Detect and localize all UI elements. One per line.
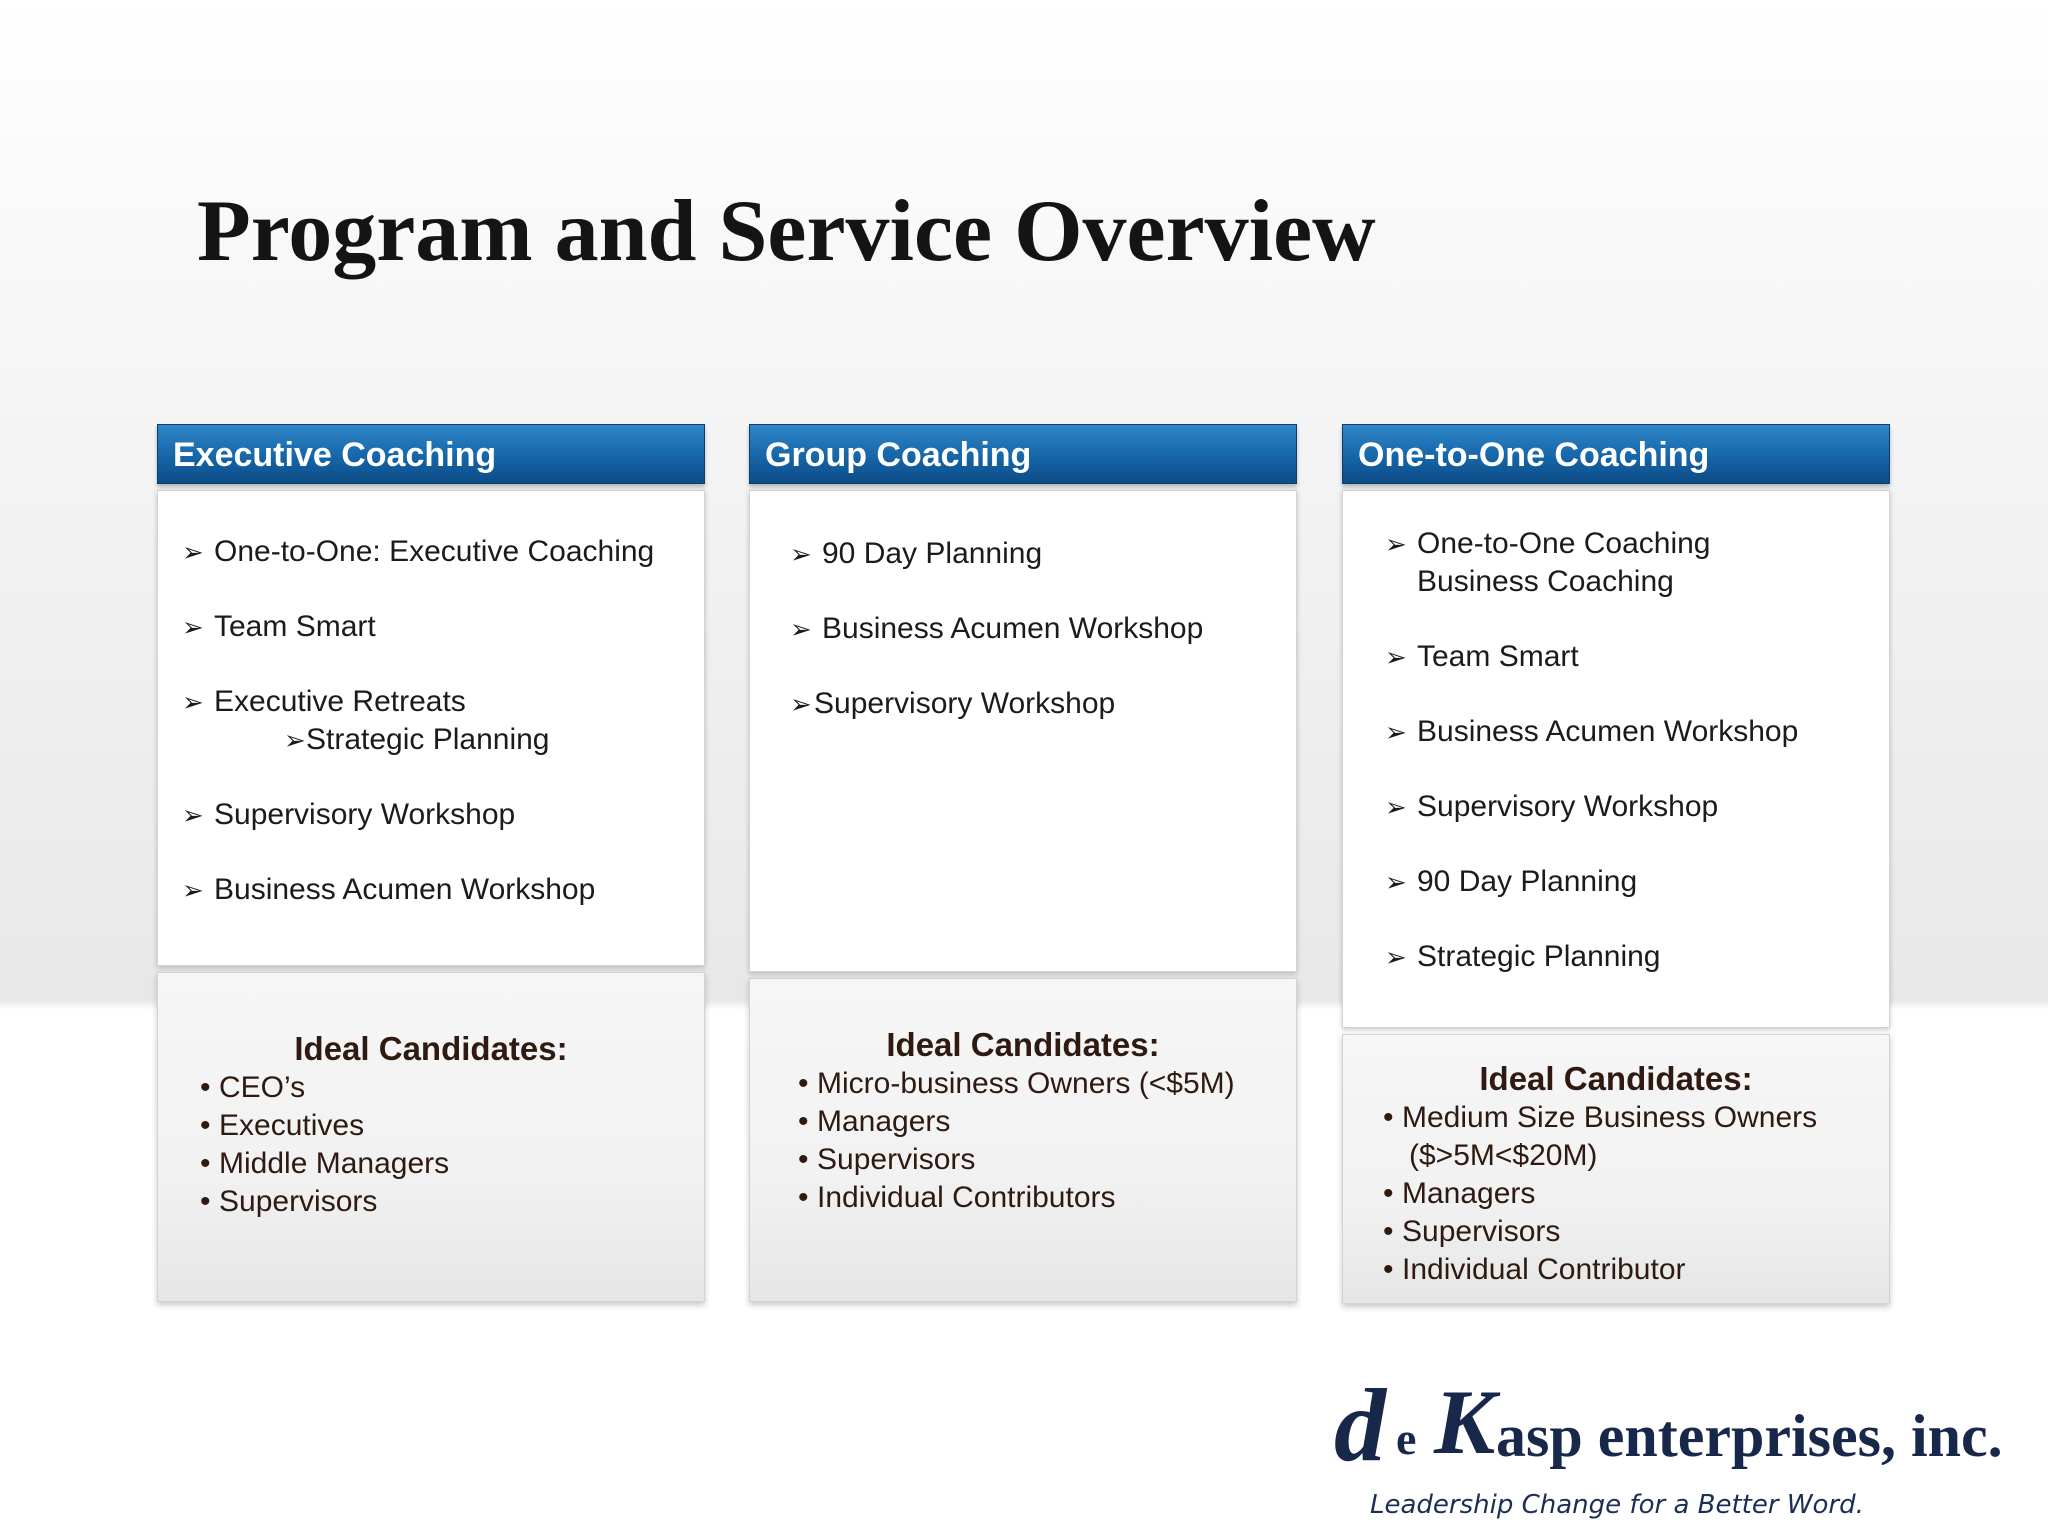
candidate-item: • Supervisors: [1383, 1213, 1560, 1251]
arrow-bullet-icon: ➢: [182, 875, 204, 905]
round-bullet-icon: •: [798, 1181, 809, 1214]
company-logo: [1330, 1362, 2048, 1536]
candidate-item: • Micro-business Owners (<$5M): [798, 1065, 1235, 1103]
round-bullet-icon: •: [1383, 1101, 1394, 1134]
column-header: Executive Coaching: [157, 424, 705, 484]
logo-letter-e: e: [1396, 1413, 1417, 1464]
column-one-to-one-coaching: [1342, 424, 1890, 1304]
candidate-item: • Medium Size Business Owners: [1383, 1099, 1817, 1137]
services-panel: [749, 490, 1297, 972]
candidate-item: • Executives: [200, 1107, 364, 1145]
list-item: ➢ Supervisory Workshop: [1385, 788, 1718, 826]
list-item: ➢ Business Acumen Workshop: [1385, 713, 1798, 751]
arrow-bullet-icon: ➢: [182, 800, 204, 830]
ideal-candidates-panel: [749, 978, 1297, 1302]
arrow-bullet-icon: ➢: [1385, 792, 1407, 822]
round-bullet-icon: •: [200, 1071, 211, 1104]
list-item: ➢Supervisory Workshop: [790, 685, 1115, 723]
services-panel: [157, 490, 705, 966]
list-subitem: ➢Strategic Planning: [284, 721, 550, 759]
ideal-candidates-title: Ideal Candidates:: [1479, 1060, 1753, 1097]
list-item: ➢ Team Smart: [182, 608, 376, 646]
arrow-bullet-icon: ➢: [1385, 867, 1407, 897]
round-bullet-icon: •: [200, 1185, 211, 1218]
arrow-bullet-icon: ➢: [1385, 942, 1407, 972]
ideal-candidates-title: Ideal Candidates:: [886, 1026, 1160, 1063]
list-item: ➢ Supervisory Workshop: [182, 796, 515, 834]
round-bullet-icon: •: [1383, 1253, 1394, 1286]
candidate-item: • Middle Managers: [200, 1145, 449, 1183]
list-item: ➢ One-to-One: Executive Coaching: [182, 533, 654, 571]
round-bullet-icon: •: [798, 1143, 809, 1176]
ideal-candidates-title: Ideal Candidates:: [294, 1030, 568, 1067]
arrow-bullet-icon: ➢: [1385, 529, 1407, 559]
list-item: ➢ Business Acumen Workshop: [182, 871, 595, 909]
list-item: ➢ Executive Retreats: [182, 683, 466, 721]
arrow-bullet-icon: ➢: [1385, 717, 1407, 747]
round-bullet-icon: •: [1383, 1177, 1394, 1210]
candidate-item: • Supervisors: [200, 1183, 377, 1221]
column-header: Group Coaching: [749, 424, 1297, 484]
logo-tagline: Leadership Change for a Better Word.: [1370, 1490, 1864, 1520]
round-bullet-icon: •: [200, 1147, 211, 1180]
services-panel: [1342, 490, 1890, 1028]
arrow-bullet-icon: ➢: [790, 689, 812, 719]
round-bullet-icon: •: [798, 1105, 809, 1138]
arrow-bullet-icon: ➢: [284, 725, 306, 755]
candidate-item: • Individual Contributors: [798, 1179, 1116, 1217]
list-item: ➢ 90 Day Planning: [790, 535, 1042, 573]
candidate-item: • Individual Contributor: [1383, 1251, 1686, 1289]
list-item: ➢ Team Smart: [1385, 638, 1579, 676]
candidate-item: • Managers: [798, 1103, 950, 1141]
ideal-candidates-panel: [1342, 1034, 1890, 1304]
candidate-item-continuation: ($>5M<$20M): [1409, 1139, 1598, 1172]
candidate-item: • Managers: [1383, 1175, 1535, 1213]
logo-wordmark: asp enterprises, inc.: [1496, 1403, 2003, 1469]
round-bullet-icon: •: [200, 1109, 211, 1142]
logo-letter-d: d: [1334, 1368, 1386, 1483]
column-header: One-to-One Coaching: [1342, 424, 1890, 484]
list-item: ➢ 90 Day Planning: [1385, 863, 1637, 901]
arrow-bullet-icon: ➢: [790, 539, 812, 569]
ideal-candidates-panel: [157, 972, 705, 1302]
column-group-coaching: [749, 424, 1297, 1302]
arrow-bullet-icon: ➢: [182, 612, 204, 642]
candidate-item: • CEO’s: [200, 1069, 305, 1107]
list-item: ➢ Strategic Planning: [1385, 938, 1661, 976]
arrow-bullet-icon: ➢: [182, 687, 204, 717]
logo-letter-k: K: [1434, 1371, 1496, 1473]
list-item: ➢ One-to-One Coaching: [1385, 525, 1711, 563]
candidate-item: • Supervisors: [798, 1141, 975, 1179]
list-item-continuation: Business Coaching: [1417, 565, 1674, 598]
round-bullet-icon: •: [798, 1067, 809, 1100]
arrow-bullet-icon: ➢: [1385, 642, 1407, 672]
arrow-bullet-icon: ➢: [790, 614, 812, 644]
page-title: Program and Service Overview: [197, 183, 1376, 280]
arrow-bullet-icon: ➢: [182, 537, 204, 567]
round-bullet-icon: •: [1383, 1215, 1394, 1248]
list-item: ➢ Business Acumen Workshop: [790, 610, 1203, 648]
column-executive-coaching: [157, 424, 705, 1302]
